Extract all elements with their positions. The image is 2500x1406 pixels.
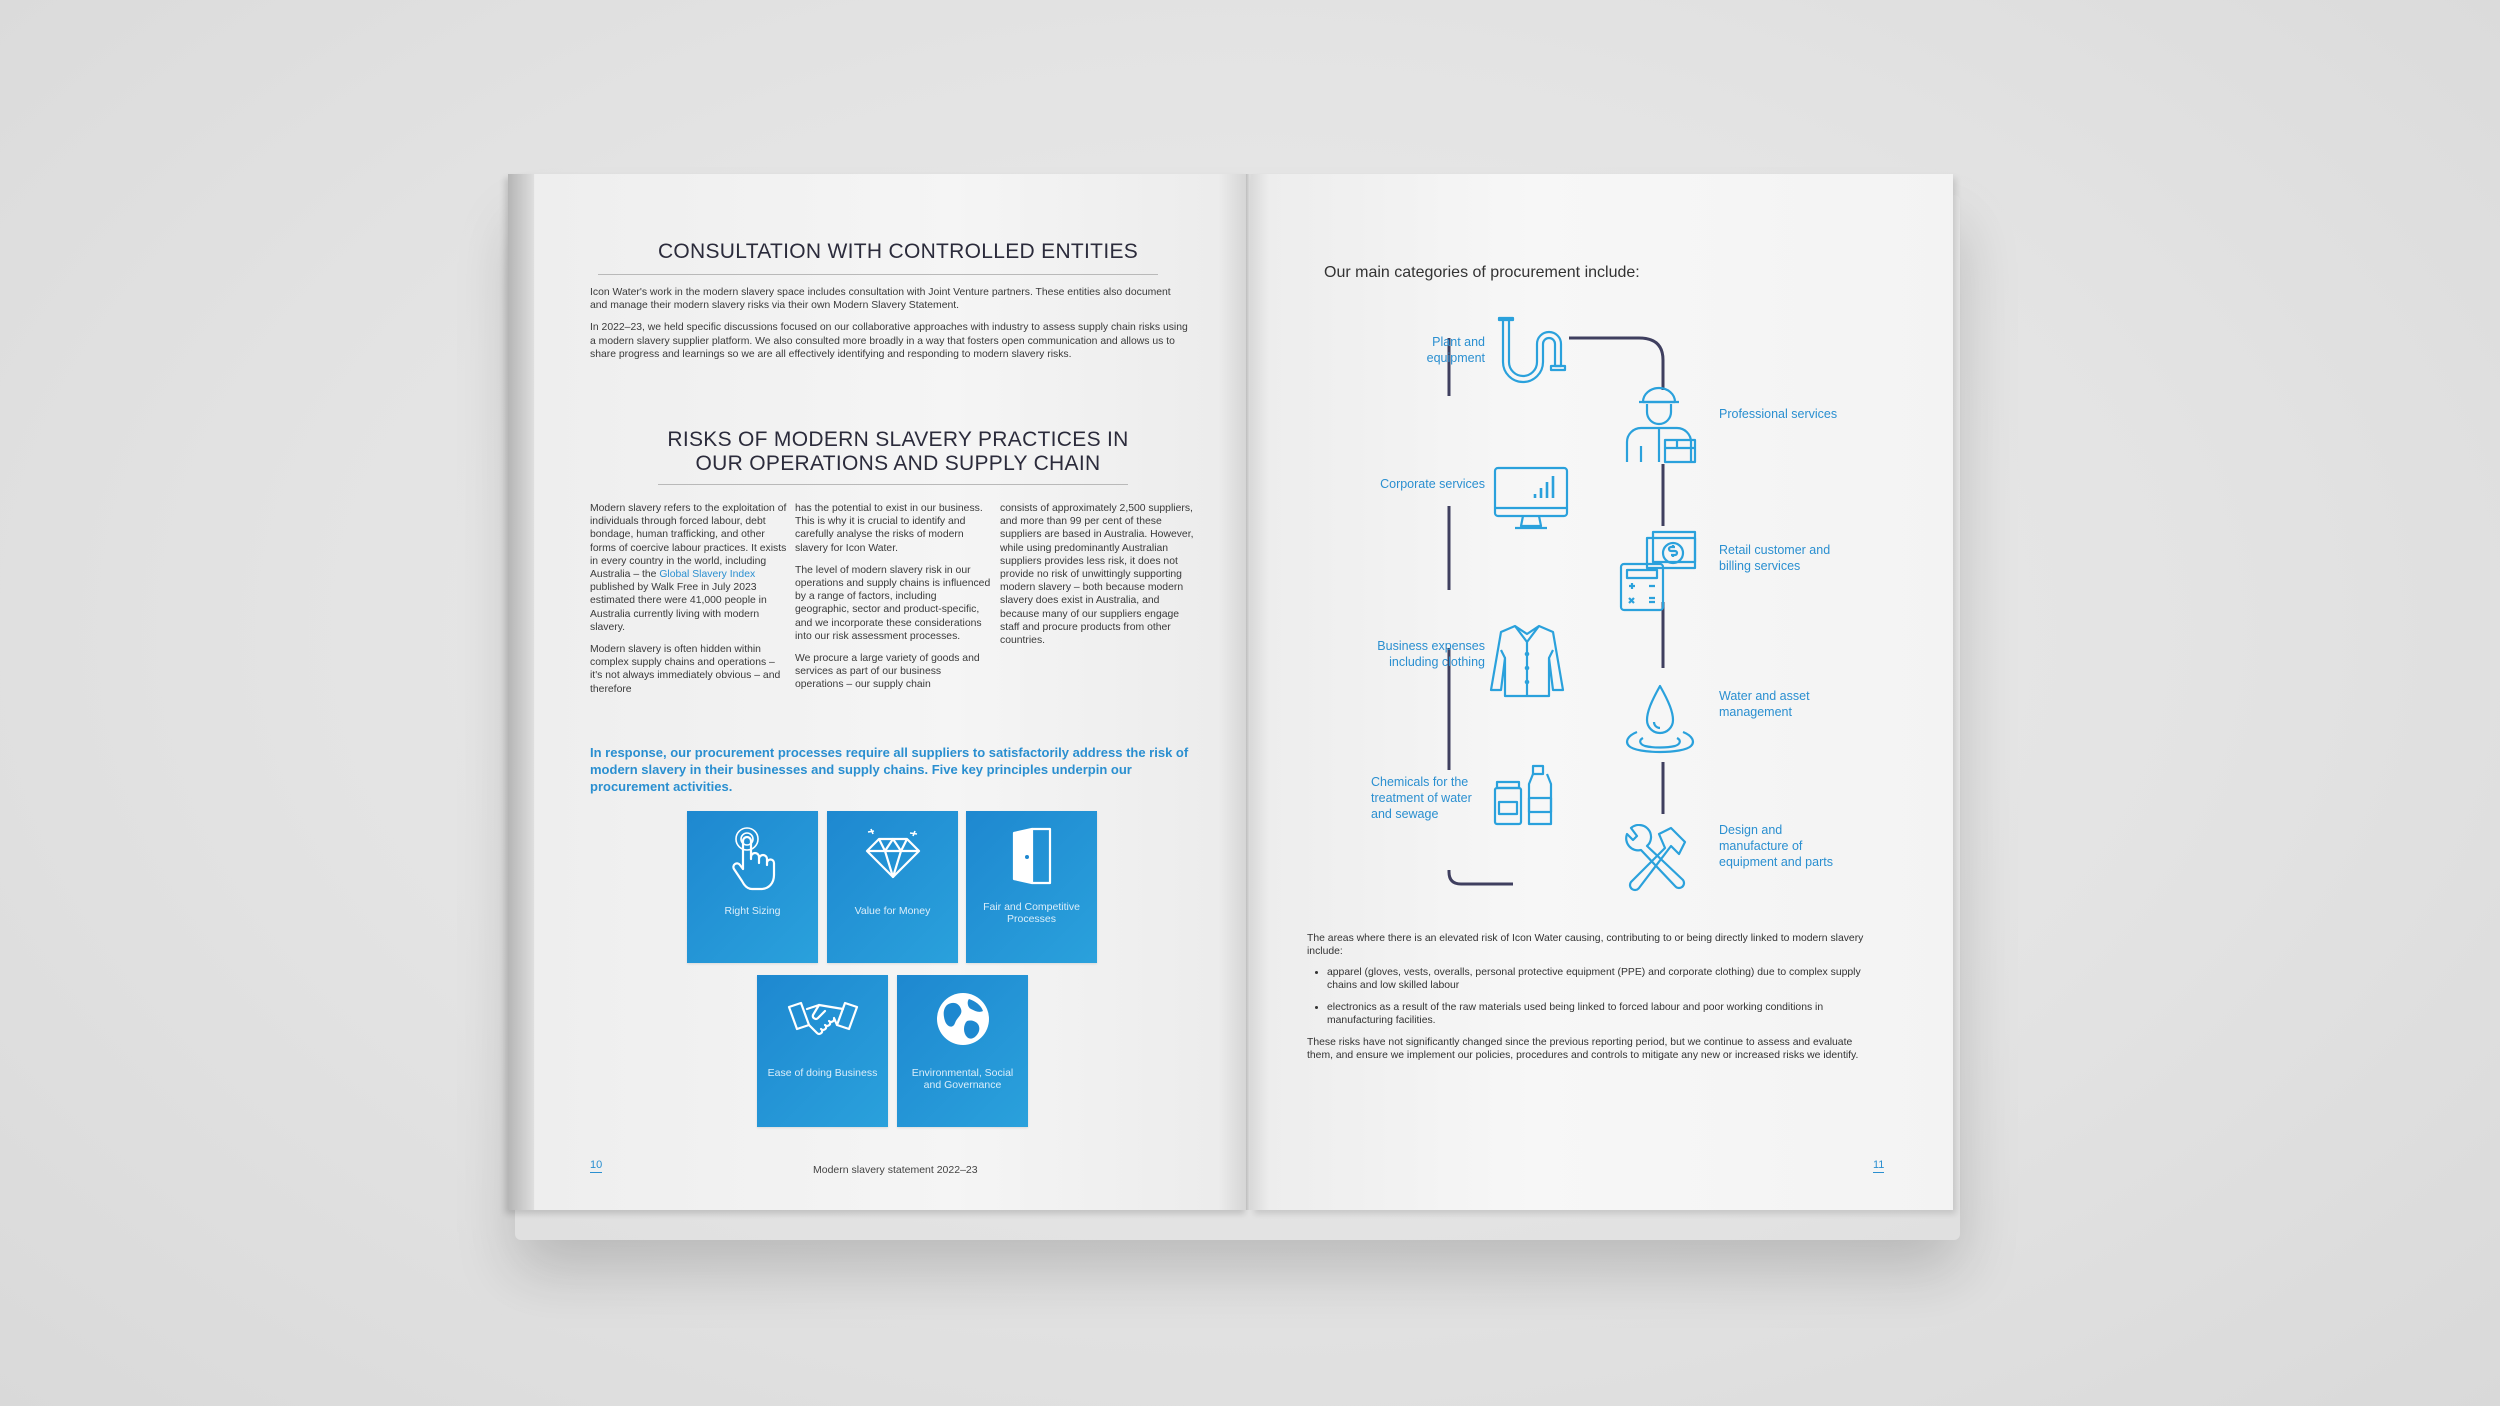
principle-label: Environmental, Social and Governance	[911, 1067, 1014, 1091]
consultation-body	[590, 286, 1190, 370]
principle-label: Right Sizing	[724, 905, 781, 917]
col1-para-2: Modern slavery is often hidden within complex supply chains and operations – it's not always immediately obvious – and therefore	[590, 644, 781, 695]
risks-divider	[658, 484, 1128, 485]
left-page	[508, 174, 1248, 1210]
principle-tile-esg	[897, 975, 1028, 1127]
shirt-icon	[1487, 620, 1567, 700]
risk-section	[1307, 932, 1877, 1062]
consultation-title: CONSULTATION WITH CONTROLLED ENTITIES	[657, 240, 1139, 263]
risk-outro: These risks have not significantly changed since the previous reporting period, but we continue to assess and evaluate them, and ensure we implement our policies, procedures and controls to mitigate any new or increased risks we identify.	[1307, 1037, 1859, 1061]
monitor-icon	[1491, 464, 1571, 534]
category-design-manufacture-label: Design and manufacture of equipment and parts	[1719, 823, 1833, 869]
tools-icon	[1619, 824, 1693, 898]
category-professional-services-label: Professional services	[1719, 407, 1838, 421]
risk-intro: The areas where there is an elevated risk of Icon Water causing, contributing to or being directly linked to modern slavery include:	[1307, 933, 1864, 957]
page-number-left: 10	[590, 1159, 603, 1171]
risks-column-1	[590, 502, 790, 705]
category-retail-billing-label: Retail customer and billing services	[1719, 543, 1831, 573]
worker-icon	[1621, 384, 1701, 466]
category-corporate-services-label: Corporate services	[1380, 477, 1485, 491]
col2-para-1: has the potential to exist in our business. This is why it is crucial to identify and carefully analyse the risks of modern slavery for Icon Water.	[795, 503, 983, 554]
global-slavery-index-link[interactable]: Global Slavery Index	[659, 569, 756, 581]
right-page	[1251, 174, 1953, 1210]
pointing-hand-icon	[730, 825, 776, 891]
col3-para-1: consists of approximately 2,500 suppliers, and more than 99 per cent of these suppliers are based in Australia. However, while using predominantly Australian suppliers provides less risk, it does not provide no risk of unwittingly supporting modern slavery – both because modern slavery does exist in Australia, and because many of our suppliers engage staff and procure products from other countries.	[1000, 503, 1194, 647]
procurement-heading: Our main categories of procurement include:	[1324, 264, 1640, 281]
principle-label: Value for Money	[854, 905, 931, 917]
procurement-lead: In response, our procurement processes require all suppliers to satisfactorily address the risk of modern slavery in their businesses and supply chains. Five key principles underpin our procurement activities.	[590, 745, 1189, 794]
category-plant-equipment-label: Plant and equipment	[1426, 335, 1485, 365]
risks-title-line-1: RISKS OF MODERN SLAVERY PRACTICES IN	[667, 428, 1129, 451]
diamond-icon	[863, 825, 923, 881]
category-business-expenses-label: Business expenses including clothing	[1377, 639, 1485, 669]
col2-para-2: The level of modern slavery risk in our operations and supply chains is influenced by a range of factors, including geographic, sector and product-specific, and we incorporate these considerations into our risk assessment processes.	[795, 564, 991, 642]
category-chemicals-label: Chemicals for the treatment of water and sewage	[1371, 775, 1472, 821]
water-drop-icon	[1621, 682, 1699, 762]
principle-label: Fair and Competitive Processes	[983, 901, 1080, 925]
risks-column-2	[795, 502, 991, 701]
col1-para-1	[590, 502, 790, 634]
risk-item: • apparel (gloves, vests, overalls, personal protective equipment (PPE) and corporate clothing) due to complex supply chains and low skilled labour	[1327, 966, 1877, 992]
col1-text-b: published by Walk Free in July 2023 estimated there were 41,000 people in Australia currently living with modern slavery.	[590, 582, 767, 633]
door-icon	[1010, 825, 1054, 887]
pipe-icon	[1495, 314, 1567, 390]
risks-title-line-2: OUR OPERATIONS AND SUPPLY CHAIN	[695, 452, 1101, 475]
principle-tile-value-for-money	[827, 811, 958, 963]
principle-tile-ease-of-business	[757, 975, 888, 1127]
footer-title: Modern slavery statement 2022–23	[813, 1164, 978, 1176]
handshake-icon	[787, 997, 859, 1047]
principle-tile-fair-competitive	[966, 811, 1097, 963]
consultation-para-2: In 2022–23, we held specific discussions focused on our collaborative approaches with industry to assess supply chain risks using a modern slavery supplier platform. We also consulted more broadly in a way that fosters open communication and allows us to share progress and learnings so we are all effectively identifying and responding to modern slavery risks.	[590, 322, 1188, 360]
col2-para-3: We procure a large variety of goods and services as part of our business operations – our supply chain	[795, 653, 980, 691]
risk-item: • electronics as a result of the raw materials used being linked to forced labour and poor working conditions in manufacturing facilities.	[1327, 1001, 1877, 1027]
principle-label: Ease of doing Business	[767, 1067, 878, 1079]
calculator-icon	[1617, 530, 1701, 614]
title-divider	[598, 274, 1158, 275]
consultation-para-1: Icon Water's work in the modern slavery space includes consultation with Joint Venture partners. These entities also document and manage their modern slavery risks via their own Modern Slavery Statement.	[590, 287, 1171, 312]
page-number-right: 11	[1873, 1159, 1885, 1171]
risks-title	[568, 428, 1228, 476]
chemical-bottles-icon	[1491, 762, 1557, 828]
risk-list	[1307, 966, 1877, 1027]
globe-icon	[933, 989, 993, 1049]
principle-tile-right-sizing	[687, 811, 818, 963]
category-water-asset-label: Water and asset management	[1719, 689, 1810, 719]
col1-text-a: Modern slavery refers to the exploitation of individuals through forced labour, debt bondage, human trafficking, and other forms of coercive labour practices. It exists in every country in the world, including Australia – the	[590, 503, 787, 581]
risks-column-3	[1000, 502, 1200, 656]
